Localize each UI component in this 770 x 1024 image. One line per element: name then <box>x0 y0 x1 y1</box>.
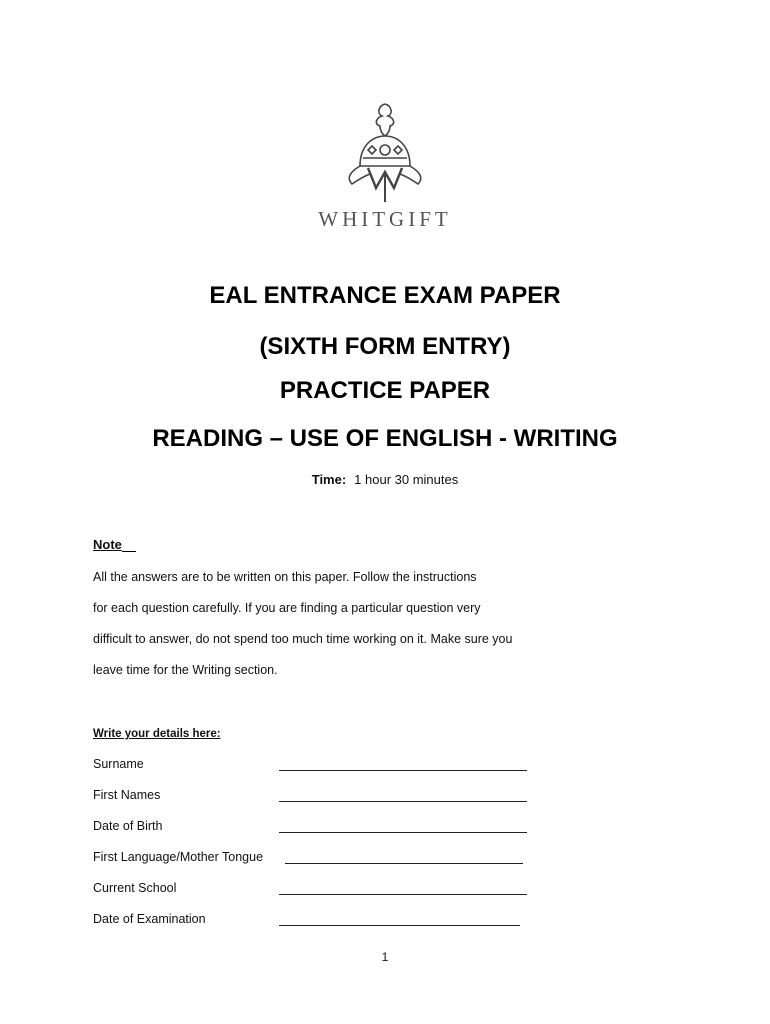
date-of-birth-label: Date of Birth <box>93 819 163 833</box>
surname-field[interactable] <box>279 770 527 771</box>
first-names-field[interactable] <box>279 801 527 802</box>
exam-title: EAL ENTRANCE EXAM PAPER <box>209 282 561 309</box>
date-of-birth-field[interactable] <box>279 832 527 833</box>
paper-type: PRACTICE PAPER <box>279 377 491 404</box>
note-line: All the answers are to be written on this paper. Follow the instructions <box>93 570 477 584</box>
time-value: 1 hour 30 minutes <box>354 472 459 487</box>
note-line: difficult to answer, do not spend too much time working on it. Make sure you <box>93 632 513 646</box>
exam-subtitle: (SIXTH FORM ENTRY) <box>259 333 511 360</box>
date-of-examination-field[interactable] <box>279 925 520 926</box>
first-language-field[interactable] <box>285 863 523 864</box>
whitgift-crest-icon <box>330 96 440 206</box>
first-language-label: First Language/Mother Tongue <box>93 850 264 864</box>
logo-text: WHITGIFT <box>318 207 452 231</box>
paper-sections: READING – USE OF ENGLISH - WRITING <box>152 425 618 452</box>
note-line: leave time for the Writing section. <box>93 663 278 677</box>
details-heading: Write your details here: <box>93 728 221 740</box>
time-label: Time: <box>311 472 347 487</box>
time-line <box>0 472 770 487</box>
current-school-field[interactable] <box>279 894 527 895</box>
note-line: for each question carefully. If you are finding a particular question very <box>93 601 481 615</box>
surname-label: Surname <box>93 757 144 771</box>
current-school-label: Current School <box>93 881 177 895</box>
note-heading: Note <box>93 537 136 552</box>
page-number: 1 <box>381 950 389 964</box>
date-of-examination-label: Date of Examination <box>93 912 206 926</box>
first-names-label: First Names <box>93 788 161 802</box>
